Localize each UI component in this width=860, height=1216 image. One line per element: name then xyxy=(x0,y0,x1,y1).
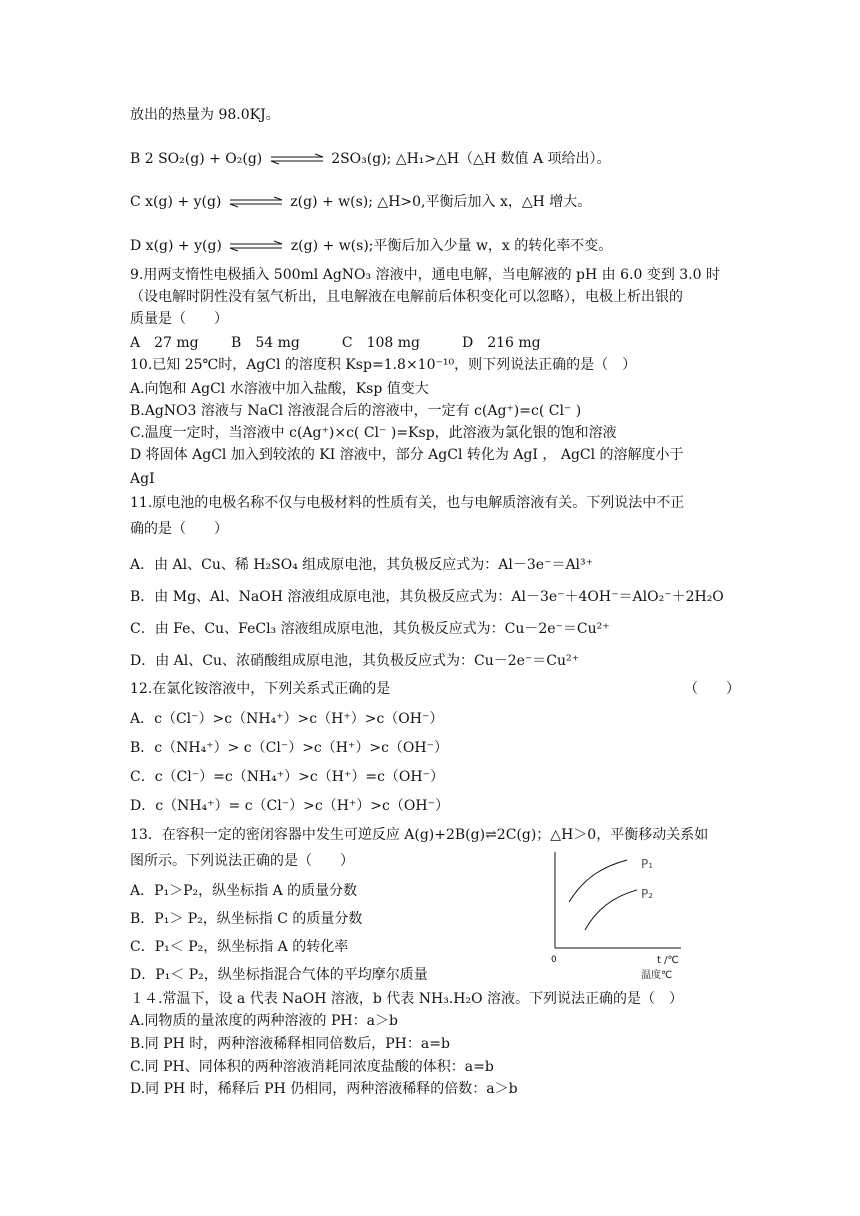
question-11-option-c: C．由 Fe、Cu、FeCl₃ 溶液组成原电池，其负极反应式为：Cu－2e⁻＝Cu²⁺ xyxy=(130,621,610,637)
question-13-line2: 图所示。下列说法正确的是（ ） xyxy=(130,853,354,869)
question-12-option-b: B．c（NH₄⁺）> c（Cl⁻）>c（H⁺）>c（OH⁻） xyxy=(130,740,449,756)
equation-right: 2SO₃(g); △H₁>△H（△H 数值 A 项给出）。 xyxy=(331,151,611,167)
equilibrium-arrow-icon xyxy=(269,153,325,165)
option-c-equation xyxy=(130,193,591,211)
question-9-line2: （设电解时阴性没有氢气析出，且电解液在电解前后体积变化可以忽略），电极上析出银的 xyxy=(130,289,683,305)
question-10-option-c: C.温度一定时，当溶液中 c(Ag⁺)×c( Cl⁻ )=Ksp，此溶液为氯化银的饱和溶液 xyxy=(130,425,617,441)
equation-right: z(g) + w(s);平衡后加入少量 w，x 的转化率不变。 xyxy=(290,238,613,254)
equation-left: B 2 SO₂(g) + O₂(g) xyxy=(130,151,263,167)
label-origin: 0 xyxy=(551,955,557,965)
label-p1: P₁ xyxy=(641,857,654,871)
question-14-option-c: C.同 PH、同体积的两种溶液消耗同浓度盐酸的体积：a=b xyxy=(130,1059,494,1075)
pressure-temperature-graph xyxy=(545,848,685,982)
equilibrium-arrow-icon xyxy=(228,240,284,252)
equation-right: z(g) + w(s); △H>0,平衡后加入 x，△H 增大。 xyxy=(290,194,592,210)
question-13-option-d: D．P₁＜ P₂，纵坐标指混合气体的平均摩尔质量 xyxy=(130,967,428,983)
question-13-option-b: B．P₁＞ P₂，纵坐标指 C 的质量分数 xyxy=(130,911,363,927)
question-11-option-b: B．由 Mg、Al、NaOH 溶液组成原电池，其负极反应式为：Al－3e⁻＋4OH⁻＝AlO₂⁻＋2H₂O xyxy=(130,589,724,605)
equation-left: C x(g) + y(g) xyxy=(130,194,222,210)
equilibrium-arrow-icon xyxy=(228,196,284,208)
curve-p1 xyxy=(569,860,627,902)
question-11-option-a: A．由 Al、Cu、稀 H₂SO₄ 组成原电池，其负极反应式为：Al－3e⁻＝Al³⁺ xyxy=(130,557,594,573)
question-10-option-b: B.AgNO3 溶液与 NaCl 溶液混合后的溶液中，一定有 c(Ag⁺)=c( Cl⁻ ) xyxy=(130,403,582,419)
question-10-option-d-cont: AgI xyxy=(130,471,155,487)
curve-p2 xyxy=(585,890,637,930)
question-12-option-d: D．c（NH₄⁺）= c（Cl⁻）>c（H⁺）>c（OH⁻） xyxy=(130,798,449,814)
equation-left: D x(g) + y(g) xyxy=(130,238,222,254)
question-13-option-c: C．P₁＜ P₂，纵坐标指 A 的转化率 xyxy=(130,939,349,955)
question-10-option-a: A.向饱和 AgCl 水溶液中加入盐酸，Ksp 值变大 xyxy=(130,381,429,397)
question-13-line1: 13．在容积一定的密闭容器中发生可逆反应 A(g)+2B(g)⇌2C(g)；△H＞0，平衡移动关系如 xyxy=(130,827,709,843)
question-10: 10.已知 25℃时，AgCl 的溶度积 Ksp=1.8×10⁻¹⁰，则下列说法正确的是（ ） xyxy=(130,357,637,373)
question-14-option-d: D.同 PH 时，稀释后 PH 仍相同，两种溶液稀释的倍数：a＞b xyxy=(130,1081,518,1097)
text-line: 放出的热量为 98.0KJ。 xyxy=(130,107,280,123)
question-10-option-d: D 将固体 AgCl 加入到较浓的 KI 溶液中，部分 AgCl 转化为 AgI ， AgCl 的溶解度小于 xyxy=(130,447,684,463)
question-11-line2: 确的是（ ） xyxy=(130,521,228,537)
question-11-option-d: D．由 Al、Cu、浓硝酸组成原电池，其负极反应式为：Cu－2e⁻＝Cu²⁺ xyxy=(130,653,580,669)
question-12-option-c: C．c（Cl⁻）=c（NH₄⁺）>c（H⁺）=c（OH⁻） xyxy=(130,769,444,785)
question-14: １４.常温下，设 a 代表 NaOH 溶液，b 代表 NH₃.H₂O 溶液。下列说法正确的是（ ） xyxy=(130,991,684,1007)
label-x-axis: 温度℃ xyxy=(641,970,673,981)
question-14-option-b: B.同 PH 时，两种溶液稀释相同倍数后，PH：a=b xyxy=(130,1036,450,1052)
question-12-option-a: A．c（Cl⁻）>c（NH₄⁺）>c（H⁺）>c（OH⁻） xyxy=(130,711,444,727)
question-13-option-a: A．P₁＞P₂，纵坐标指 A 的质量分数 xyxy=(130,883,358,899)
question-12: 12.在氯化铵溶液中，下列关系式正确的是 xyxy=(130,681,391,697)
question-12-answer-paren: （ ） xyxy=(684,681,740,697)
question-14-option-a: A.同物质的量浓度的两种溶液的 PH：a＞b xyxy=(130,1013,398,1029)
option-b-equation xyxy=(130,150,611,168)
label-x-unit: t /℃ xyxy=(657,955,679,966)
option-d-equation xyxy=(130,237,612,255)
question-9-line3: 质量是（ ） xyxy=(130,311,228,327)
question-9-line1: 9.用两支惰性电极插入 500ml AgNO₃ 溶液中，通电电解，当电解液的 pH 由 6.0 变到 3.0 时 xyxy=(130,267,720,283)
question-9-options: A 27 mg B 54 mg C 108 mg D 216 mg xyxy=(130,335,541,351)
question-11-line1: 11.原电池的电极名称不仅与电极材料的性质有关，也与电解质溶液有关。下列说法中不正 xyxy=(130,495,685,511)
label-p2: P₂ xyxy=(641,887,654,901)
